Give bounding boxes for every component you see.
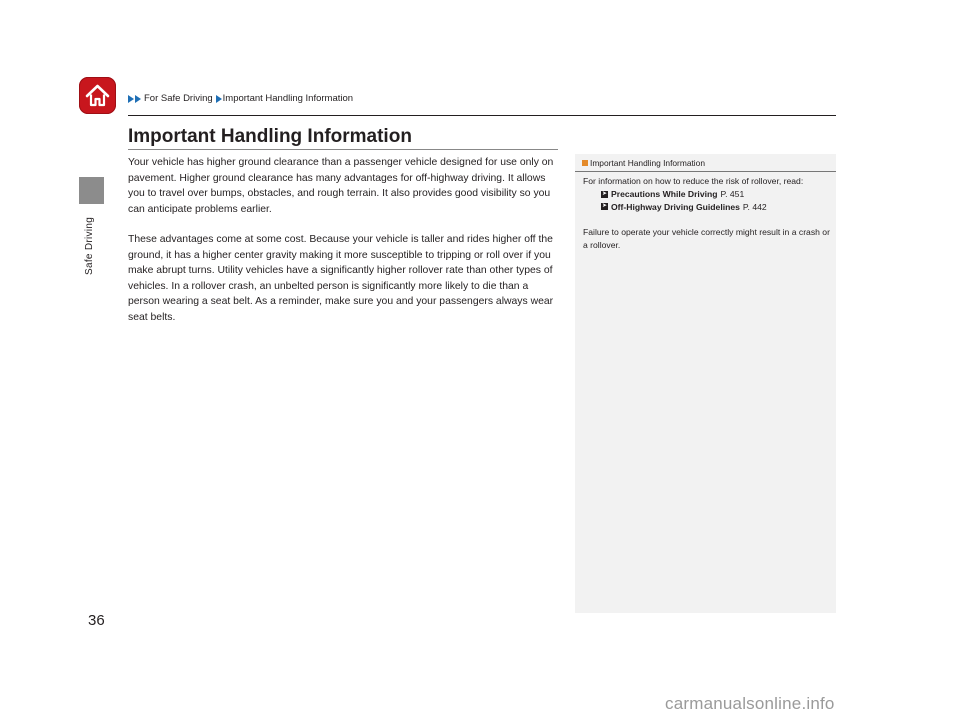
reference-arrow-icon: ➤ (601, 203, 608, 210)
sidebar-heading-text: Important Handling Information (590, 157, 705, 168)
sidebar-intro: For information on how to reduce the risk of rollover, read: (583, 176, 804, 186)
body-paragraph: These advantages come at some cost. Because your vehicle is taller and rides higher off the ground, it has a higher center gravity making it more susceptible to tripping or roll over if you make abrupt turns. Utility vehicles have a significantly higher rollover rate than other types of vehicles. In a rollover crash, an unbelted person is significantly more likely to die than a person wearing a seat belt. As a reminder, make sure you and your passengers always wear seat belts. (128, 234, 554, 323)
reference-page: P. 451 (720, 188, 745, 199)
reference-arrow-icon: ➤ (601, 190, 608, 197)
reference-title: Precautions While Driving (611, 188, 718, 199)
home-icon (84, 82, 111, 109)
breadcrumb-link-for-safe-driving[interactable]: For Safe Driving (144, 93, 213, 104)
note-marker-icon (582, 160, 588, 166)
sidebar-warning: Failure to operate your vehicle correctly might result in a crash or a rollover. (583, 227, 830, 250)
reference-link-off-highway[interactable] (583, 201, 831, 214)
header-divider (128, 115, 836, 116)
title-divider (128, 149, 558, 150)
main-content (128, 155, 560, 340)
page-title: Important Handling Information (128, 126, 412, 147)
watermark: carmanualsonline.info (665, 694, 835, 713)
sidebar-heading (575, 154, 836, 172)
home-button[interactable] (79, 77, 116, 114)
sidebar-body (583, 175, 831, 252)
breadcrumb (128, 93, 356, 104)
triangle-right-icon (128, 95, 134, 103)
section-tab-marker (79, 177, 104, 204)
triangle-right-icon (216, 95, 222, 103)
page-number: 36 (88, 612, 105, 629)
triangle-right-icon (135, 95, 141, 103)
reference-link-precautions[interactable] (583, 188, 831, 201)
reference-title: Off-Highway Driving Guidelines (611, 201, 740, 212)
breadcrumb-current-page: Important Handling Information (222, 93, 354, 104)
sidebar-note (575, 154, 836, 613)
reference-page: P. 442 (742, 201, 767, 212)
body-paragraph: Your vehicle has higher ground clearance than a passenger vehicle designed for use only on pavement. Higher ground clearance has many advantages for off-highway driving. It allows you to travel over bumps, obstacles, and rough terrain. It also provides good visibility so you can anticipate problems earlier. (128, 157, 554, 215)
section-tab-label: Safe Driving (84, 216, 95, 275)
